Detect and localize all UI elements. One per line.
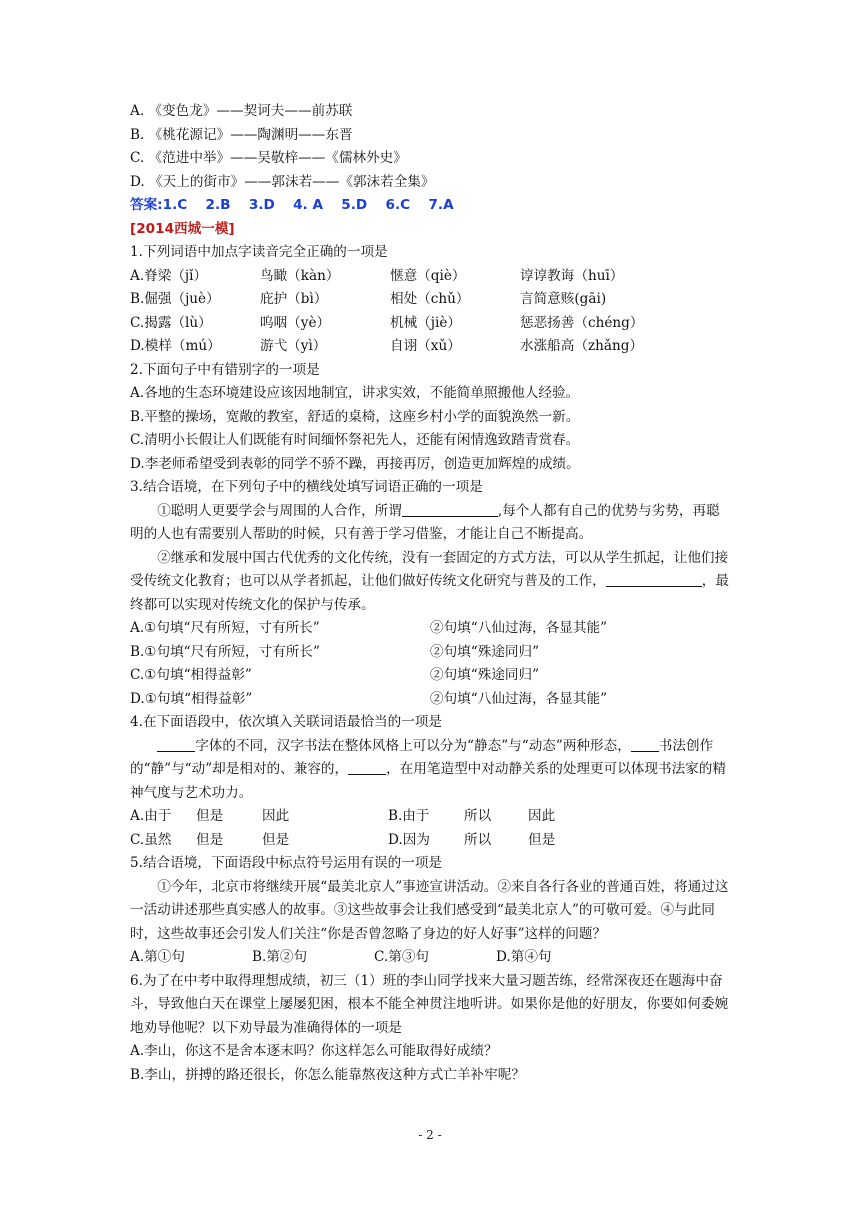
q3-option-row-c (130, 664, 730, 688)
q3-c-2: ②句填“殊途同归” (430, 667, 540, 683)
answer-key: 答案:1.C 2.B 3.D 4. A 5.D 6.C 7.A (130, 197, 454, 213)
q1-row-a (130, 265, 730, 289)
q6-option-a: A.李山，你这不是舍本逐末吗？你这样怎么可能取得好成绩？ (130, 1043, 498, 1059)
q4-a-1: A.由于 (130, 808, 172, 824)
q4-c-2: 但是 (196, 831, 224, 848)
q4-passage (130, 735, 730, 806)
q2-option-a: A.各地的生态环境建设应该因地制宜，讲求实效，不能简单照搬他人经验。 (130, 385, 580, 401)
q1-c-1: C.揭露（lù） (130, 314, 212, 331)
q4-b-1: B.由于 (388, 808, 430, 824)
q1-c-4: 惩恶扬善（chéng） (520, 314, 644, 331)
q1-row-c (130, 312, 730, 336)
q3-option-row-a (130, 617, 730, 641)
q3-option-row-d (130, 688, 730, 712)
q3-stem: 3.结合语境，在下列句子中的横线处填写词语正确的一项是 (130, 479, 483, 495)
document-page (130, 100, 730, 1087)
q3-sentence-1 (130, 500, 730, 547)
q5-option-a: A.第①句 (130, 949, 185, 965)
q4-b-3: 因此 (528, 808, 556, 824)
q2-stem: 2.下面句子中有错别字的一项是 (130, 361, 320, 378)
q4-c-3: 但是 (262, 831, 290, 848)
q3-p2-b: ，最终都可以实现对传统文化的保护与传承。 (130, 573, 729, 613)
q4-text-2: 书法创作的“静”与“动”却是相对的、兼容的， (130, 737, 714, 777)
q4-option-row-2 (130, 829, 730, 853)
q1-c-3: 机械（jiè） (390, 314, 461, 331)
q2-option-c: C.清明小长假让人们既能有时间缅怀祭祀先人，还能有闲情逸致踏青赏春。 (130, 432, 580, 448)
q1-c-2: 呜咽（yè） (260, 314, 331, 331)
q5-options (130, 946, 730, 970)
q1-d-4: 水涨船高（zhǎng） (520, 338, 644, 354)
q2-option-b: B.平整的操场，宽敞的教室，舒适的桌椅，这座乡村小学的面貌涣然一新。 (130, 408, 580, 425)
q1-row-b (130, 288, 730, 312)
q4-b-2: 所以 (464, 808, 492, 824)
q4-d-1: D.因为 (388, 831, 430, 848)
q5-option-b: B.第②句 (252, 949, 308, 965)
q3-d-1: D.①句填“相得益彰” (130, 690, 253, 707)
q2-option-d: D.李老师希望受到表彰的同学不骄不躁，再接再厉，创造更加辉煌的成绩。 (130, 455, 580, 472)
q4-c-1: C.虽然 (130, 831, 172, 848)
q1-a-4: 谆谆教诲（huī） (520, 267, 624, 284)
q4-text-1: 字体的不同，汉字书法在整体风格上可以分为“静态”与“动态”两种形态， (195, 737, 631, 754)
q4-d-3: 但是 (528, 831, 556, 848)
q3-d-2: ②句填“八仙过海，各显其能” (430, 690, 608, 707)
q1-stem: 1.下列词语中加点字读音完全正确的一项是 (130, 244, 388, 260)
q1-a-3: 惬意（qiè） (390, 267, 466, 284)
q6-option-b: B.李山，拼搏的路还很长，你怎么能靠熬夜这种方式亡羊补牢呢？ (130, 1066, 525, 1083)
q4-blank-1 (157, 735, 195, 752)
q4-d-2: 所以 (464, 831, 492, 848)
q3-b-2: ②句填“殊途同归” (430, 643, 540, 660)
q4-blank-2 (631, 735, 659, 752)
q1-a-1: A.脊梁（jǐ） (130, 267, 208, 284)
q4-stem: 4.在下面语段中，依次填入关联词语最恰当的一项是 (130, 714, 443, 730)
q3-a-2: ②句填“八仙过海，各显其能” (430, 620, 608, 636)
q1-d-2: 游弋（yì） (260, 338, 327, 354)
q1-b-3: 相处（chǔ） (390, 291, 470, 307)
q3-option-row-b (130, 641, 730, 665)
section-title: [2014西城一模] (130, 220, 235, 237)
q6-stem: 6.为了在中考中取得理想成绩，初三（1）班的李山同学找来大量习题苦练，经常深夜还在题海中奋斗，导致他白天在课堂上屡屡犯困，根本不能全神贯注地听讲。如果你是他的好朋友，你要如何委婉地劝导他呢？以下劝导最为准确得体的一项是 (130, 972, 729, 1036)
q1-b-1: B.倔强（juè） (130, 291, 220, 307)
q3-p1-a: ①聪明人更要学会与周围的人合作，所谓 (157, 502, 402, 519)
q5-option-c: C.第③句 (374, 949, 430, 965)
page-number: - 2 - (418, 1128, 442, 1142)
q4-option-row-1 (130, 805, 730, 829)
q1-a-2: 鸟瞰（kàn） (260, 267, 340, 284)
q4-text-3: ，在用笔造型中对动静关系的处理更可以体现书法家的精神气度与艺术功力。 (130, 761, 726, 801)
q4-a-2: 但是 (196, 808, 224, 824)
prev-option-c: C. 《范进中举》——吴敬梓——《儒林外史》 (130, 150, 407, 166)
q4-a-3: 因此 (262, 808, 290, 824)
q1-d-3: 自诩（xǔ） (390, 338, 461, 354)
q5-stem: 5.结合语境，下面语段中标点符号运用有误的一项是 (130, 855, 443, 871)
q3-b-1: B.①句填“尺有所短，寸有所长” (130, 643, 320, 660)
q1-d-1: D.模样（mú） (130, 338, 221, 354)
q1-b-4: 言简意赅(gāi) (520, 291, 607, 307)
q5-option-d: D.第④句 (496, 949, 552, 965)
q3-p1-b: ,每个人都有自己的优势与劣势，再聪明的人也有需要别人帮助的时候，只有善于学习借鉴，才能让自己不断提高。 (130, 502, 720, 542)
q3-blank-2 (606, 570, 702, 587)
q4-blank-3 (348, 758, 386, 775)
q1-b-2: 庇护（bì） (260, 291, 328, 307)
q3-a-1: A.①句填“尺有所短，寸有所长” (130, 620, 320, 636)
q3-blank-1 (402, 500, 498, 517)
q3-c-1: C.①句填“相得益彰” (130, 667, 252, 683)
q3-p2-a: ②继承和发展中国古代优秀的文化传统，没有一套固定的方式方法，可以从学生抓起，让他们接受传统文化教育；也可以从学者抓起，让他们做好传统文化研究与普及的工作， (130, 549, 729, 589)
prev-option-d: D. 《天上的街市》——郭沫若——《郭沫若全集》 (130, 173, 435, 190)
prev-option-b: B. 《桃花源记》——陶渊明——东晋 (130, 126, 353, 143)
q5-passage: ①今年，北京市将继续开展“最美北京人”事迹宣讲活动。②来自各行各业的普通百姓，将通过这一活动讲述那些真实感人的故事。③这些故事会让我们感受到“最美北京人”的可敬可爱。④与此同时，这些故事还会引发人们关注“你是否曾忽略了身边的好人好事”这样的问题？ (130, 878, 729, 942)
prev-option-a: A. 《变色龙》——契诃夫——前苏联 (130, 103, 353, 119)
q1-row-d (130, 335, 730, 359)
q3-sentence-2 (130, 547, 730, 618)
